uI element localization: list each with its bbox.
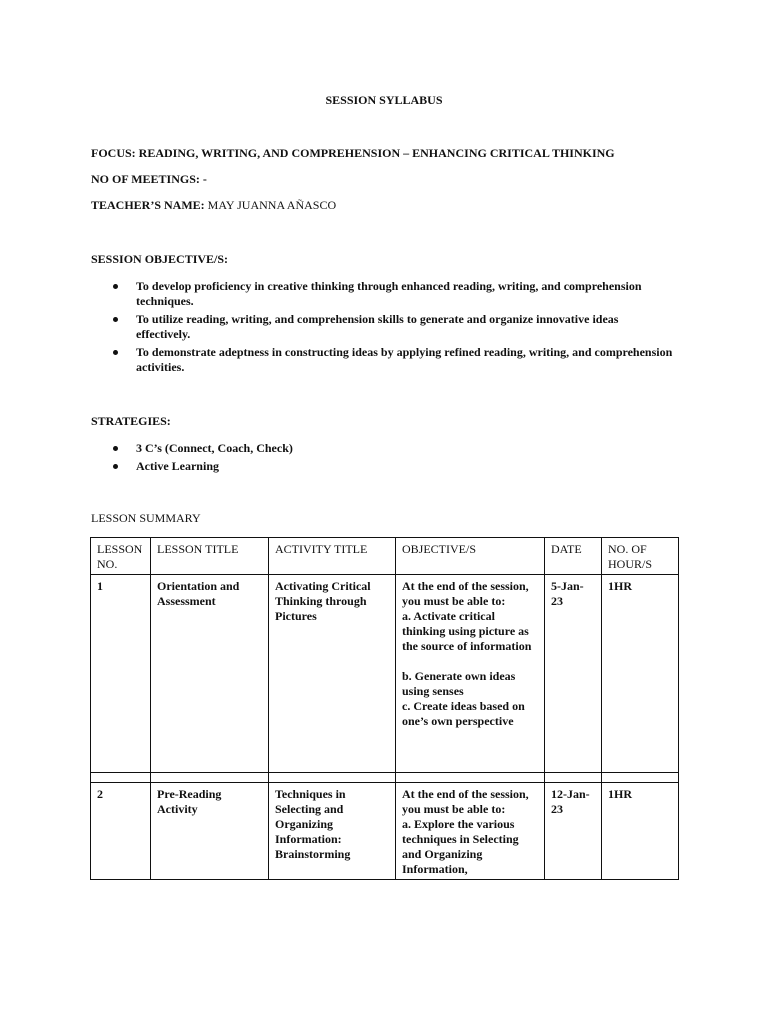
teacher-label: TEACHER’S NAME: bbox=[91, 198, 205, 212]
table-header-row bbox=[91, 538, 679, 575]
cell-hours: 1HR bbox=[602, 575, 679, 773]
cell-lesson-title: Orientation and Assessment bbox=[151, 575, 269, 773]
cell-lesson-no: 2 bbox=[91, 783, 151, 880]
cell-objectives bbox=[396, 783, 545, 880]
table-row bbox=[91, 575, 679, 773]
bullet-icon bbox=[113, 317, 118, 322]
objective-text: To utilize reading, writing, and comprehension skills to generate and organize innovative ideas effectively. bbox=[136, 312, 619, 341]
strategy-item bbox=[113, 459, 673, 474]
teacher-name: MAY JUANNA AÑASCO bbox=[207, 198, 337, 212]
strategy-item bbox=[113, 441, 673, 456]
bullet-icon bbox=[113, 464, 118, 469]
objective-item bbox=[113, 312, 673, 342]
focus-line: FOCUS: READING, WRITING, AND COMPREHENSION – ENHANCING CRITICAL THINKING bbox=[91, 146, 615, 160]
cell-activity-title: Techniques in Selecting and Organizing Information: Brainstorming bbox=[269, 783, 396, 880]
objective-c: c. Create ideas based on one’s own perspective bbox=[402, 699, 525, 728]
table-row bbox=[91, 783, 679, 880]
objective-intro: At the end of the session, you must be able to: bbox=[402, 787, 529, 816]
strategy-text: Active Learning bbox=[136, 459, 219, 473]
cell-date: 12-Jan-23 bbox=[545, 783, 602, 880]
table-spacer-row bbox=[91, 773, 679, 783]
objective-intro: At the end of the session, you must be able to: bbox=[402, 579, 529, 608]
cell-activity-title: Activating Critical Thinking through Pictures bbox=[269, 575, 396, 773]
header-hours: NO. OF HOUR/S bbox=[602, 538, 679, 575]
objective-b: b. Generate own ideas using senses bbox=[402, 669, 516, 698]
page-title: SESSION SYLLABUS bbox=[325, 93, 443, 107]
header-lesson-no: LESSON NO. bbox=[91, 538, 151, 575]
strategies-heading: STRATEGIES: bbox=[91, 414, 171, 428]
strategy-text: 3 C’s (Connect, Coach, Check) bbox=[136, 441, 293, 455]
objective-text: To develop proficiency in creative thinking through enhanced reading, writing, and comprehension techniques. bbox=[136, 279, 642, 308]
cell-lesson-title: Pre-Reading Activity bbox=[151, 783, 269, 880]
objective-item bbox=[113, 279, 673, 309]
lesson-summary-table bbox=[90, 537, 679, 880]
cell-objectives bbox=[396, 575, 545, 773]
teacher-line bbox=[91, 198, 336, 213]
objectives-list bbox=[113, 279, 673, 378]
objective-a: a. Activate critical thinking using picture as the source of information bbox=[402, 609, 532, 653]
meetings-line: NO OF MEETINGS: - bbox=[91, 172, 207, 186]
bullet-icon bbox=[113, 350, 118, 355]
cell-hours: 1HR bbox=[602, 783, 679, 880]
strategies-list bbox=[113, 441, 673, 477]
objective-a: a. Explore the various techniques in Selecting and Organizing Information, bbox=[402, 817, 519, 876]
summary-heading: LESSON SUMMARY bbox=[91, 511, 201, 525]
header-lesson-title: LESSON TITLE bbox=[151, 538, 269, 575]
cell-lesson-no: 1 bbox=[91, 575, 151, 773]
header-objectives: OBJECTIVE/S bbox=[396, 538, 545, 575]
header-date: DATE bbox=[545, 538, 602, 575]
bullet-icon bbox=[113, 446, 118, 451]
objective-item bbox=[113, 345, 673, 375]
cell-date: 5-Jan-23 bbox=[545, 575, 602, 773]
objective-text: To demonstrate adeptness in constructing ideas by applying refined reading, writing, and comprehension activities. bbox=[136, 345, 673, 374]
objectives-heading: SESSION OBJECTIVE/S: bbox=[91, 252, 229, 266]
bullet-icon bbox=[113, 284, 118, 289]
header-activity-title: ACTIVITY TITLE bbox=[269, 538, 396, 575]
